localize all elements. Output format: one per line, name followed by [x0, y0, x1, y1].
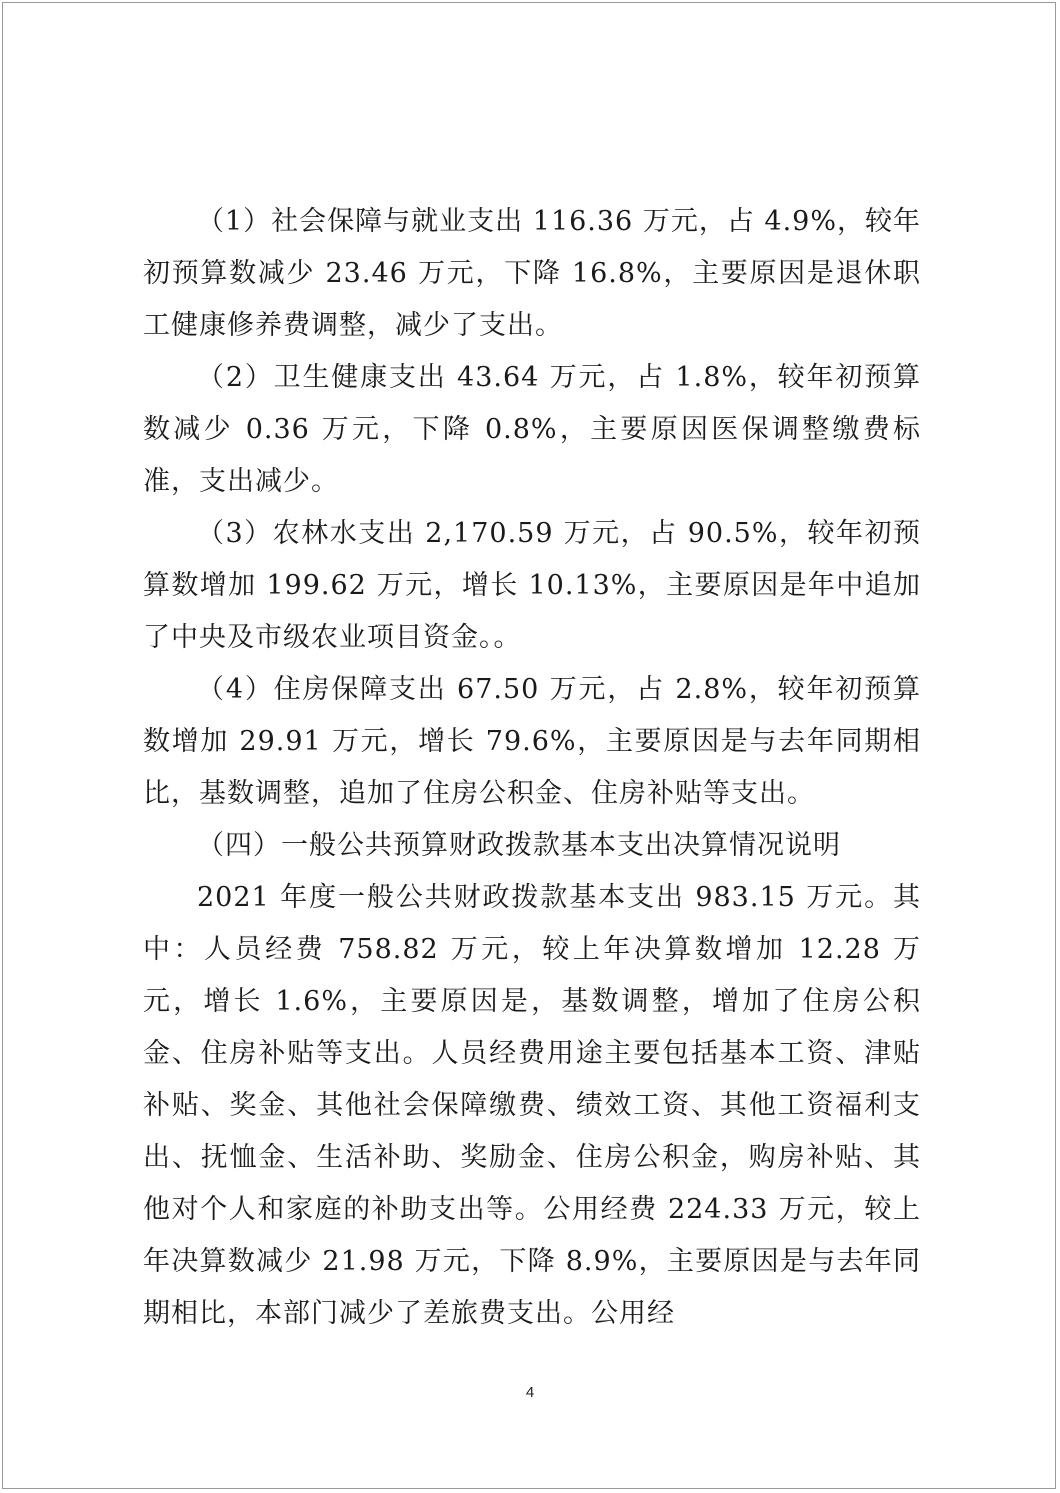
paragraph-housing: （4）住房保障支出 67.50 万元，占 2.8%，较年初预算数增加 29.91 万元，增长 79.6%，主要原因是与去年同期相比，基数调整，追加了住房公积金、住房补贴等支出。 — [143, 674, 921, 809]
paragraph-social-security: （1）社会保障与就业支出 116.36 万元，占 4.9%，较年初预算数减少 23.46 万元，下降 16.8%，主要原因是退休职工健康修养费调整，减少了支出。 — [143, 206, 921, 341]
paragraph-basic-expenditure: 2021 年度一般公共财政拨款基本支出 983.15 万元。其中：人员经费 758.82 万元，较上年决算数增加 12.28 万元，增长 1.6%，主要原因是，基数调整，增加了住房公积金、住房补贴等支出。人员经费用途主要包括基本工资、津贴补贴、奖金、其他社会保障缴费、绩效工资、其他工资福利支出、抚恤金、生活补助、奖励金、住房公积金，购房补贴、其他对个人和家庭的补助支出等。公用经费 224.33 万元，较上年决算数减少 21.98 万元，下降 8.9%，主要原因是与去年同期相比，本部门减少了差旅费支出。公用经 — [143, 882, 921, 1329]
paragraph-health: （2）卫生健康支出 43.64 万元，占 1.8%，较年初预算数减少 0.36 万元，下降 0.8%，主要原因医保调整缴费标准，支出减少。 — [143, 362, 921, 497]
paragraph-agriculture: （3）农林水支出 2,170.59 万元，占 90.5%，较年初预算数增加 199.62 万元，增长 10.13%，主要原因是年中追加了中央及市级农业项目资金。。 — [143, 518, 921, 653]
document-body — [143, 196, 921, 1340]
page-number: 4 — [525, 1384, 535, 1401]
section-heading: （四）一般公共预算财政拨款基本支出决算情况说明 — [197, 830, 841, 861]
